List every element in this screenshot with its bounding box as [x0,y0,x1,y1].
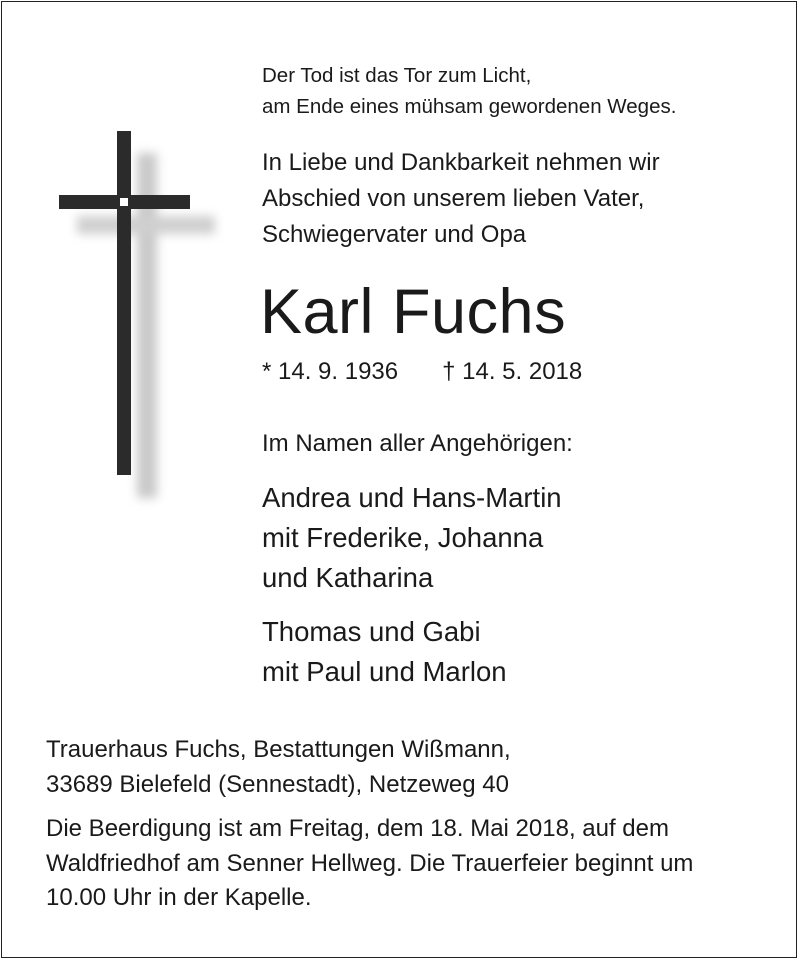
family-line: Andrea und Hans-Martin [262,482,562,513]
cross-vertical-bar [117,131,131,475]
verse [262,60,676,122]
family-group-1 [262,478,562,598]
verse-line: am Ende eines mühsam gewordenen Weges. [262,95,677,118]
intro-text [262,145,660,253]
funeral-line: Die Beerdigung ist am Freitag, dem 18. Mai 2018, auf dem [46,815,669,842]
address-line: 33689 Bielefeld (Sennestadt), Netzeweg 40 [46,771,509,798]
funeral-details [46,812,693,916]
funeral-line: Waldfriedhof am Senner Hellweg. Die Trauerfeier beginnt um [46,849,694,877]
mourners-intro: Im Namen aller Angehörigen: [262,430,573,457]
address-line: Trauerhaus Fuchs, Bestattungen Wißmann, [46,736,511,763]
funeral-line: 10.00 Uhr in der Kapelle. [46,884,312,911]
cross-shadow-horizontal [77,216,215,234]
funeral-home-address [46,732,511,802]
intro-line: Schwiegervater und Opa [262,221,527,248]
verse-line: Der Tod ist das Tor zum Licht, [262,64,532,87]
death-date: † 14. 5. 2018 [442,358,583,385]
family-line: Thomas und Gabi [262,616,481,647]
life-dates [262,355,582,389]
deceased-name: Karl Fuchs [260,277,567,347]
family-line: mit Frederike, Johanna [262,522,544,553]
intro-line: In Liebe und Dankbarkeit nehmen wir [262,149,660,176]
family-line: und Katharina [262,562,434,593]
family-group-2 [262,612,507,692]
birth-date: * 14. 9. 1936 [262,358,399,385]
intro-line: Abschied von unserem lieben Vater, [262,185,645,212]
family-line: mit Paul und Marlon [262,656,507,687]
cross-icon [55,128,225,508]
cross-center-highlight [120,198,128,206]
